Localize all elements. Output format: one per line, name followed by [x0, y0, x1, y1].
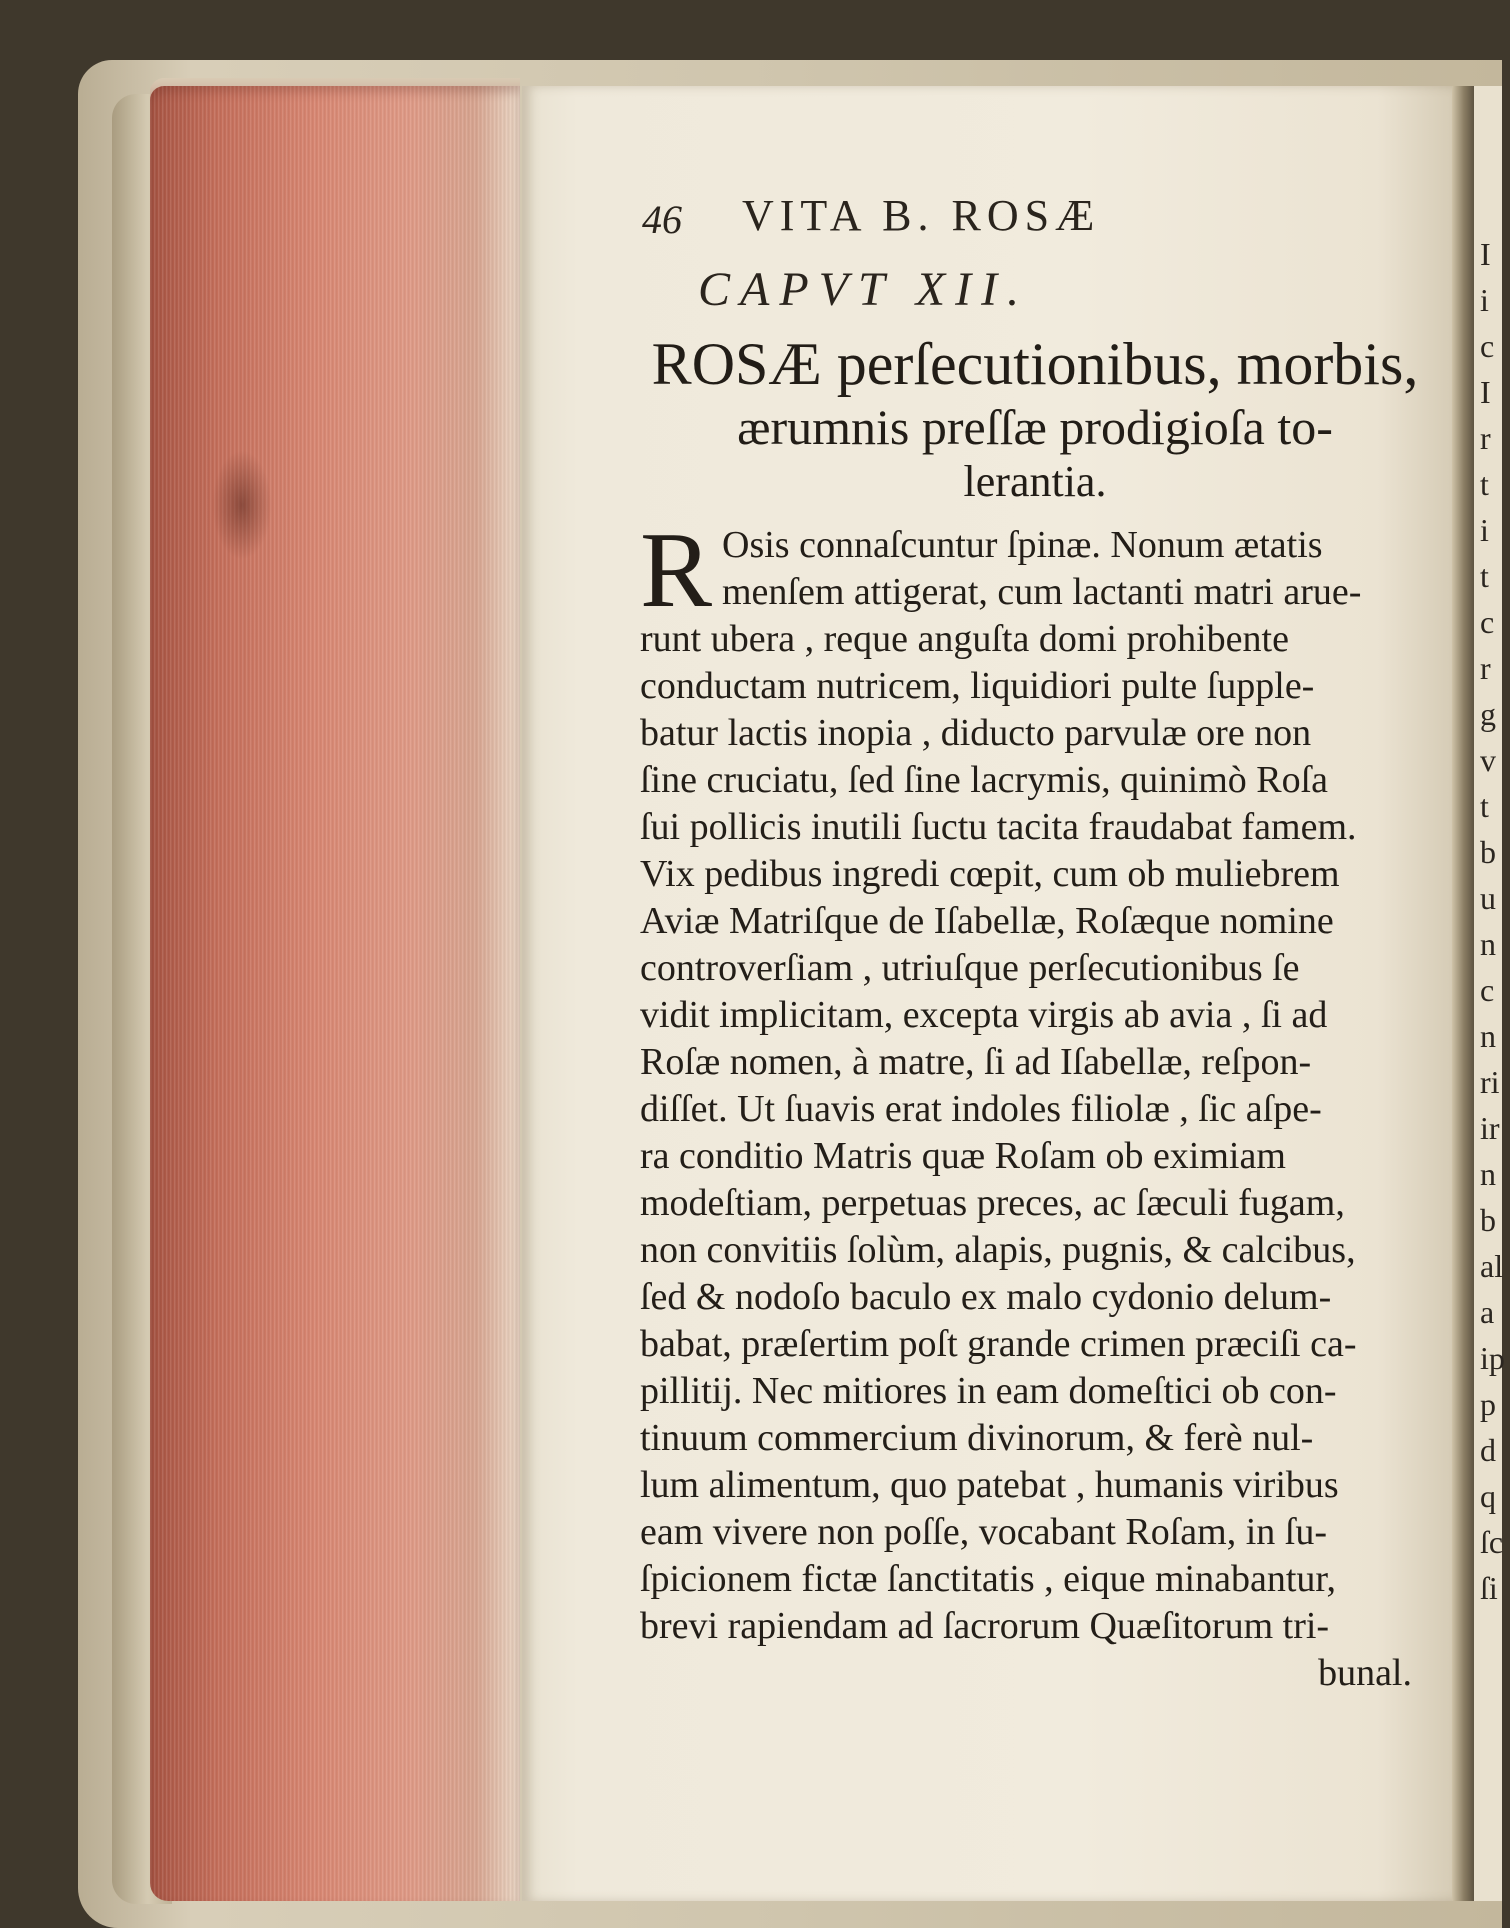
- facing-page-letters: ir: [1480, 1110, 1500, 1146]
- text-line: conductam nutricem, liquidiori pulte ſupple-: [640, 665, 1315, 707]
- text-line: Osis connaſcuntur ſpinæ. Nonum ætatis: [722, 524, 1323, 566]
- facing-page-letters: ip: [1480, 1340, 1505, 1376]
- facing-page-letters: I: [1480, 236, 1491, 272]
- facing-page-letters: r: [1480, 420, 1491, 456]
- text-line: ſine cruciatu, ſed ſine lacrymis, quinimò Roſa: [640, 759, 1329, 801]
- page-number: 46: [642, 197, 682, 242]
- facing-page-letters: d: [1480, 1432, 1496, 1468]
- catchword: bunal.: [1318, 1652, 1412, 1694]
- facing-page-letters: v: [1480, 742, 1496, 778]
- facing-page-letters: i: [1480, 512, 1489, 548]
- drop-cap: R: [640, 511, 713, 630]
- text-line: pillitij. Nec mitiores in eam domeſtici ob con-: [640, 1370, 1337, 1412]
- facing-page-letters: a: [1480, 1294, 1495, 1330]
- text-line: ra conditio Matris quæ Roſam ob eximiam: [640, 1135, 1286, 1177]
- book-gutter: [1452, 86, 1474, 1901]
- facing-page-letters: n: [1480, 926, 1496, 962]
- text-line: menſem attigerat, cum lactanti matri arue-: [722, 571, 1362, 613]
- text-line: tinuum commercium divinorum, & ferè nul-: [640, 1417, 1314, 1459]
- facing-page-letters: c: [1480, 328, 1495, 364]
- facing-page-letters: al: [1480, 1248, 1504, 1284]
- facing-page-letters: t: [1480, 466, 1489, 502]
- chapter-title-line: lerantia.: [963, 457, 1107, 506]
- facing-page-letters: c: [1480, 604, 1495, 640]
- text-line: batur lactis inopia , diducto parvulæ ore non: [640, 712, 1312, 754]
- chapter-title-line: ROSÆ perſecutionibus, morbis,: [651, 331, 1419, 397]
- body-text: [640, 511, 1430, 1697]
- facing-page-letters: b: [1480, 834, 1496, 870]
- text-line: ſed & nodoſo baculo ex malo cydonio delum-: [640, 1276, 1332, 1318]
- text-line: eam vivere non poſſe, vocabant Roſam, in ſu-: [640, 1511, 1327, 1553]
- text-line: runt ubera , reque anguſta domi prohibente: [640, 618, 1289, 660]
- facing-page-letters: b: [1480, 1202, 1496, 1238]
- edge-stain: [212, 450, 272, 560]
- facing-page-letters: ſc: [1480, 1524, 1504, 1560]
- text-line: babat, præſertim poſt grande crimen præciſi ca-: [640, 1323, 1357, 1365]
- facing-page-letters: t: [1480, 558, 1489, 594]
- facing-page-letters: I: [1480, 374, 1491, 410]
- facing-page-letters: u: [1480, 880, 1496, 916]
- red-page-edges: [150, 86, 520, 1901]
- facing-page-letters: q: [1480, 1478, 1496, 1514]
- text-line: vidit implicitam, excepta virgis ab avia , ſi ad: [640, 994, 1328, 1036]
- facing-page-letters: ſi: [1480, 1570, 1498, 1606]
- facing-page-letters: p: [1480, 1386, 1496, 1422]
- chapter-title-line: ærumnis preſſæ prodigioſa to-: [737, 399, 1333, 455]
- facing-page-letters: g: [1480, 696, 1496, 732]
- text-line: modeſtiam, perpetuas preces, ac ſæculi fugam,: [640, 1182, 1345, 1224]
- text-line: brevi rapiendam ad ſacrorum Quæſitorum tri-: [640, 1605, 1330, 1647]
- facing-page-letters: n: [1480, 1156, 1496, 1192]
- text-line: Roſæ nomen, à matre, ſi ad Iſabellæ, reſpon-: [640, 1041, 1312, 1083]
- facing-page-letters: ri: [1480, 1064, 1500, 1100]
- text-line: non convitiis ſolùm, alapis, pugnis, & calcibus,: [640, 1229, 1356, 1271]
- text-line: Vix pedibus ingredi cœpit, cum ob muliebrem: [640, 853, 1340, 895]
- chapter-title: [640, 330, 1430, 508]
- facing-page-letters: t: [1480, 788, 1489, 824]
- text-line: lum alimentum, quo patebat , humanis viribus: [640, 1464, 1339, 1506]
- facing-page-fragment: [1474, 86, 1505, 1901]
- facing-page-letters: c: [1480, 972, 1495, 1008]
- running-head-title: VITA B. ROSÆ: [742, 191, 1101, 240]
- facing-page-letters: i: [1480, 282, 1489, 318]
- text-line: Aviæ Matriſque de Iſabellæ, Roſæque nomine: [640, 900, 1334, 942]
- facing-page-letters: n: [1480, 1018, 1496, 1054]
- chapter-label: CAPVT XII.: [698, 263, 1030, 316]
- text-line: controverſiam , utriuſque perſecutionibus ſe: [640, 947, 1300, 989]
- text-line: ſui pollicis inutili ſuctu tacita fraudabat famem.: [640, 806, 1357, 848]
- text-line: ſpicionem fictæ ſanctitatis , eique minabantur,: [640, 1558, 1337, 1600]
- text-line: diſſet. Ut ſuavis erat indoles filiolæ , ſic aſpe-: [640, 1088, 1322, 1130]
- facing-page-letters: r: [1480, 650, 1491, 686]
